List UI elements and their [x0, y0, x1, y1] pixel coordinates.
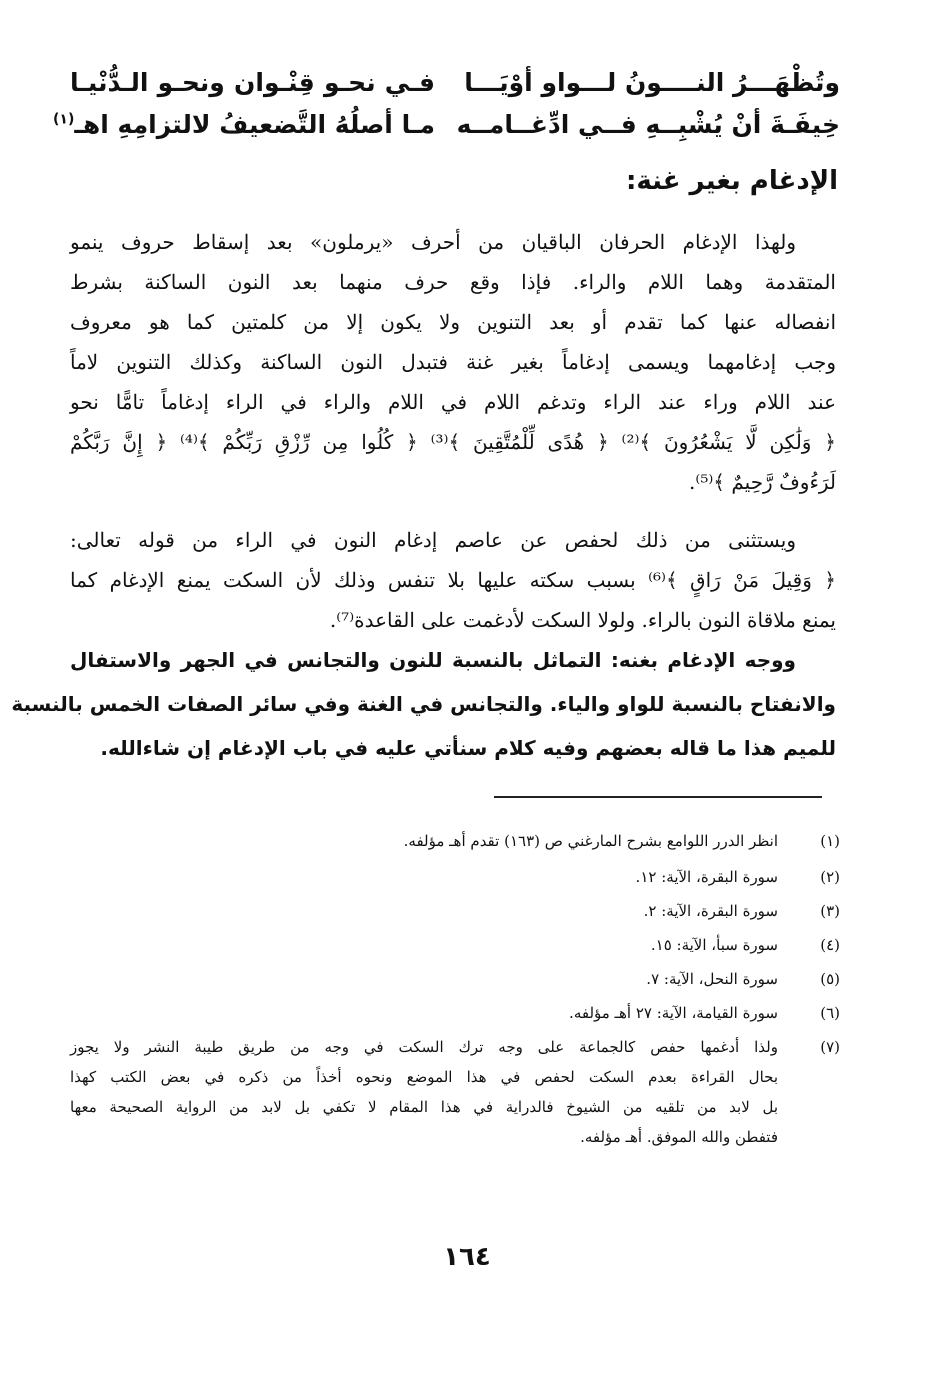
footnote-line: ولذا أدغمها حفص كالجماعة على وجه ترك السكت في وجه من طريق طيبة النشر ولا يجوز	[70, 1038, 778, 1056]
page-number: ١٦٤	[443, 1242, 491, 1272]
footnote	[70, 896, 840, 930]
footnote-number: (١)	[820, 832, 840, 850]
footnote-number: (٥)	[820, 970, 840, 988]
poem-hemistich-first: خِيفَـةَ أنْ يُشْبِــهِ فــي ادِّغــامــه	[456, 110, 840, 139]
footnote-number: (٦)	[820, 1004, 840, 1022]
poem-hemistich-text: مـا أصلُهُ التَّضعيفُ لالتزامِهِ اهـ	[74, 110, 435, 139]
poem-line	[53, 110, 840, 150]
quran-quote-line: ﴿ وَلَٰكِن لَّا يَشْعُرُونَ ﴾⁽²⁾ ﴿ هُدًى لِّلْمُتَّقِينَ ﴾⁽³⁾ ﴿ كُلُوا مِن رِّزْقِ رَبِّكُمْ ﴾⁽⁴⁾ ﴿ إِنَّ رَبَّكُمْ	[70, 430, 837, 454]
footnote	[70, 930, 840, 964]
footnote-text: سورة البقرة، الآية: ١٢.	[635, 868, 778, 886]
footnote-text: سورة البقرة، الآية: ٢.	[643, 902, 778, 920]
footnote	[70, 826, 840, 862]
footnote-text: سورة النحل، الآية: ٧.	[646, 970, 778, 988]
paragraph-line: المتقدمة وهما اللام والراء. فإذا وقع حرف منهما بعد النون الساكنة بشرط	[70, 270, 836, 294]
paragraph-line: والانفتاح بالنسبة للواو والياء. والتجانس في الغنة وفي سائر الصفات الخمس بالنسبة	[11, 692, 836, 716]
poem-line	[70, 68, 840, 108]
paragraph	[70, 520, 836, 640]
paragraph	[70, 222, 836, 502]
footnote	[70, 1032, 840, 1152]
paragraph-line: ووجه الإدغام بغنه: التماثل بالنسبة للنون والتجانس في الجهر والاستفال	[70, 648, 796, 672]
paragraph-line: انفصاله عنها كما تقدم أو بعد التنوين ولا يكون إلا من كلمتين كما هو معروف	[70, 310, 836, 334]
footnote-divider	[494, 796, 822, 798]
section-heading: الإدغام بغير غنة:	[625, 166, 838, 196]
poem-hemistich-second: فـي نحـو قِنْـوان ونحـو الـدُّنْيـا	[70, 68, 435, 97]
footnote-text: انظر الدرر اللوامع بشرح المارغني ص (١٦٣) تقدم أهـ مؤلفه.	[403, 832, 778, 850]
paragraph-line: ﴿ وَقِيلَ مَنْ رَاقٍ ﴾⁽⁶⁾ بسبب سكته عليها بلا تنفس وذلك لأن السكت يمنع الإدغام كما	[70, 568, 836, 592]
paragraph-line: للميم هذا ما قاله بعضهم وفيه كلام سنأتي عليه في باب الإدغام إن شاءالله.	[100, 736, 836, 760]
paragraph-line: وجب إدغامهما ويسمى إدغاماً بغير غنة فتبدل النون الساكنة وكذلك التنوين لاماً	[70, 350, 836, 374]
footnotes	[70, 826, 840, 1152]
footnote-number: (٧)	[820, 1038, 840, 1056]
footnote-number: (٣)	[820, 902, 840, 920]
quran-quote-line: لَرَءُوفٌ رَّحِيمٌ ﴾⁽⁵⁾.	[689, 470, 836, 494]
footnote-line: فتفطن والله الموفق. أهـ مؤلفه.	[580, 1128, 778, 1146]
footnote	[70, 862, 840, 896]
footnote-number: (٤)	[820, 936, 840, 954]
footnote	[70, 964, 840, 998]
poem-hemistich-first: وتُظْهَـــرُ النــــونُ لـــواو أوْيَـــا	[464, 68, 840, 97]
paragraph-line: ويستثنى من ذلك لحفص عن عاصم إدغام النون في الراء من قوله تعالى:	[70, 528, 796, 552]
paragraph-line: ولهذا الإدغام الحرفان الباقيان من أحرف «يرملون» بعد إسقاط حروف ينمو	[70, 230, 796, 254]
footnote-marker: (١)	[53, 111, 75, 128]
paragraph-line: يمنع ملاقاة النون بالراء. ولولا السكت لأدغمت على القاعدة⁽⁷⁾.	[329, 608, 836, 632]
footnote	[70, 998, 840, 1032]
footnote-number: (٢)	[820, 868, 840, 886]
paragraph-bold	[11, 638, 836, 770]
footnote-text	[70, 1032, 778, 1152]
footnote-text: سورة القيامة، الآية: ٢٧ أهـ مؤلفه.	[569, 1004, 778, 1022]
footnote-line: بحال القراءة بعدم السكت لحفص في هذا الموضع ونحوه أخذاً من ذكره في بعض الكتب كهذا	[70, 1068, 778, 1086]
paragraph-line: عند اللام وراء عند الراء وتدغم اللام في اللام والراء في الراء إدغاماً تامًّا نحو	[70, 390, 836, 414]
poem-hemistich-second	[53, 110, 435, 139]
footnote-text: سورة سبأ، الآية: ١٥.	[650, 936, 778, 954]
footnote-line: بل لابد من تلقيه من الشيوخ فالدراية في هذا المقام لا تكفي بل لابد من الرواية الصحيحة معها	[70, 1098, 778, 1116]
